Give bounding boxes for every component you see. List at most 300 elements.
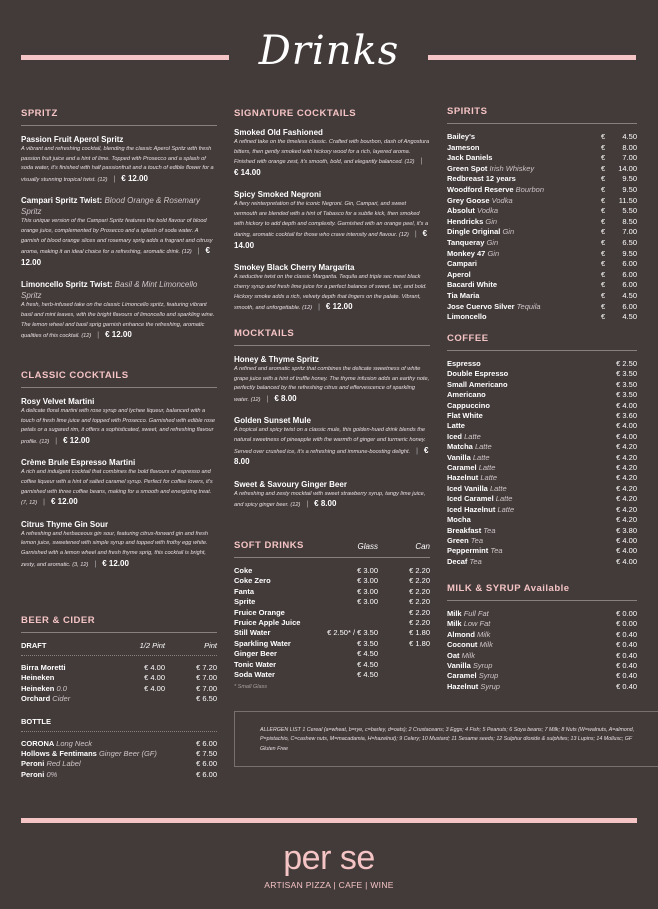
price-col-b: € 6.00 [196, 769, 217, 779]
item-name: Hazelnut Syrup [447, 681, 500, 691]
spirit-row [447, 164, 637, 175]
section-mocktails [234, 328, 430, 540]
item-name: Breakfast Tea [447, 525, 496, 535]
item-name [234, 415, 430, 426]
item-title: Spicy Smoked Negroni [234, 190, 322, 200]
item-price: € 4.00 [616, 546, 637, 556]
item-name: Milk Full Fat [447, 609, 489, 618]
item-name: Peroni 0% [21, 769, 58, 779]
item-name: Still Water [234, 628, 271, 638]
list-row [447, 515, 637, 525]
item-price: € 12.00 [105, 330, 132, 340]
spirit-row [447, 196, 637, 207]
table-row [234, 660, 430, 670]
currency-symbol: € [601, 163, 606, 173]
price-col-b: € 7.20 [196, 663, 217, 672]
spirit-price: 4.50 [622, 312, 637, 322]
price-divider: | [416, 447, 418, 455]
brand-tagline: ARTISAN PIZZA | CAFE | WINE [264, 880, 394, 890]
item-name: Limoncello [447, 312, 487, 322]
section-milk-syrup [447, 583, 637, 692]
item-price: € 4.00 [616, 556, 637, 566]
item-name: Cappuccino [447, 400, 490, 410]
item-subtitle: Tea [483, 525, 496, 535]
item-price: € 4.20 [616, 494, 637, 504]
list-row [447, 609, 637, 619]
item-price: € 0.40 [616, 681, 637, 691]
item-subtitle: Low Fat [463, 619, 491, 629]
spirit-price: 8.00 [622, 142, 637, 152]
item-subtitle: Tequila [516, 301, 541, 311]
section-signature-cocktails [234, 108, 430, 328]
price-col-b: € 6.50 [196, 694, 217, 704]
item-name: Espresso [447, 359, 481, 368]
list-row [447, 619, 637, 629]
menu-item [234, 127, 430, 179]
item-price: € 4.20 [616, 515, 637, 525]
price-col-b: € 2.20 [409, 597, 430, 607]
draft-header: DRAFT 1/2 Pint Pint [21, 641, 217, 656]
item-name: Vanilla Syrup [447, 661, 493, 671]
item-description [234, 200, 430, 252]
item-description [234, 426, 430, 468]
price-col-a: € 3.00 [357, 597, 378, 607]
price-col-a: € 2.50* / € 3.50 [327, 628, 378, 638]
price-divider: | [197, 248, 200, 256]
item-subtitle: Latte [495, 494, 513, 504]
item-name: Bailey's [447, 132, 476, 141]
item-name: Tonic Water [234, 659, 277, 669]
item-name [234, 262, 430, 273]
price-divider: | [306, 501, 309, 509]
item-name: Latte [447, 421, 465, 431]
spirits-list [447, 132, 637, 323]
price-col-b [378, 670, 430, 680]
description-text: This unique version of the Campari Spritz features the bold flavour of blood orange juice, complemented by Prosecco and a splash of soda water. A garnish of blood orange slices and rosemary sprig adds a fragrant and citrusy aroma, making it an ideal choice for a refreshing, aromatic drink. (12) [21, 218, 213, 256]
price-divider: | [318, 304, 320, 312]
item-price: € 3.50 [616, 379, 637, 389]
item-name: Caramel Latte [447, 463, 496, 473]
item-subtitle: Blood Orange & Rosemary Spritz [21, 196, 201, 217]
item-name [234, 354, 430, 365]
list-row [447, 640, 637, 650]
bottle-list [21, 739, 217, 781]
item-price: € 8.00 [274, 393, 297, 403]
price-divider: | [414, 231, 417, 239]
item-name: Mocha [447, 515, 471, 525]
item-name [21, 457, 217, 468]
item-name: Peroni Red Label [21, 759, 81, 769]
item-name: Iced Hazelnut Latte [447, 504, 515, 514]
list-row [447, 682, 637, 692]
item-subtitle: Milk [461, 650, 475, 660]
item-subtitle: Syrup [478, 671, 499, 681]
menu-item [21, 134, 217, 185]
currency-symbol: € [601, 290, 606, 300]
item-name: Oat Milk [447, 650, 475, 660]
item-name: Coke [234, 566, 253, 575]
allergen-list: ALLERGEN LIST 1 Cereal (a=wheat, b=rye, c=barley, d=oats); 2 Crustaceans; 3 Eggs; 4 Fish; 5 Peanuts; 6 Soya beans; 7 Milk; 8 Nuts (W=walnuts, A=almond, P=pistachio, C=cashew nuts, M=macadamia, H=hazelnut); 9 Celery; 10 Mustard; 11 Sesame seeds; 12 Sulphur dioxide & sulphites; 13 Lupins; 14 Mollusc; GF Gluten Free [234, 711, 658, 767]
item-name: Tia Maria [447, 290, 480, 300]
item-price: € 3.60 [616, 411, 637, 421]
item-name: Green Spot Irish Whiskey [447, 163, 535, 173]
item-name [21, 396, 217, 407]
price-divider: | [97, 332, 100, 340]
item-subtitle: Latte [474, 442, 492, 452]
list-row [447, 421, 637, 431]
menu-item [234, 354, 430, 405]
list-row [447, 442, 637, 452]
item-subtitle: Gin [502, 227, 515, 237]
list-row [447, 536, 637, 546]
item-name: Heineken [21, 673, 55, 683]
spirit-price: 6.50 [622, 237, 637, 247]
item-description [234, 273, 430, 313]
item-name: Small Americano [447, 379, 508, 389]
item-name: Hollows & Fentimans Ginger Beer (GF) [21, 749, 157, 759]
description-text: A refreshing and herbaceous gin sour, featuring citrus-forward gin and fresh lemon juice, sweetened with simple syrup and topped with frothy egg white. Garnished with a lemon wheel and fresh thyme sprig, this cocktail is bright, zesty, and aromatic. (3, 12) [21, 530, 208, 568]
price-col-a [105, 694, 165, 704]
price-col-b [378, 649, 430, 659]
item-name: Double Espresso [447, 369, 509, 379]
spirit-row [447, 132, 637, 143]
price-col-a: € 4.50 [357, 659, 378, 669]
list-row [447, 526, 637, 536]
mocktail-list [234, 354, 430, 511]
section-title: SPIRITS [447, 106, 637, 124]
list-row [447, 411, 637, 421]
price-divider: | [55, 437, 58, 445]
item-description [21, 407, 217, 447]
item-price: € 4.00 [616, 535, 637, 545]
item-name: Iced Vanilla Latte [447, 483, 507, 493]
description-text: A tropical and spicy twist on a classic mule, this golden-hued drink blends the natural sweetness of pineapple with the warmth of ginger and turmeric honey. Served over crushed ice, it's a refreshing and immune-boosting delight. [234, 427, 426, 455]
list-row [447, 671, 637, 681]
item-name: Birra Moretti [21, 663, 66, 672]
item-name: Tanqueray Gin [447, 237, 499, 247]
item-price: € 4.20 [616, 483, 637, 493]
item-subtitle: Syrup [480, 681, 500, 691]
item-subtitle: Latte [464, 431, 481, 441]
item-price: € 4.20 [616, 504, 637, 514]
item-title: Limoncello Spritz Twist: [21, 280, 113, 290]
price-col-b: € 6.00 [196, 738, 217, 748]
list-row [447, 651, 637, 661]
section-soft-drinks [234, 540, 430, 690]
price-col-b: € 7.00 [196, 683, 217, 693]
table-row [234, 670, 430, 680]
section-title: MOCKTAILS [234, 328, 430, 346]
section-title: MILK & SYRUP Available [447, 583, 637, 601]
item-subtitle: Milk [479, 640, 493, 650]
table-row [234, 608, 430, 618]
spirit-row [447, 206, 637, 217]
price-col-a: € 3.00 [357, 576, 378, 586]
item-title: Passion Fruit Aperol Spritz [21, 135, 124, 144]
item-name: Ginger Beer [234, 649, 277, 659]
item-subtitle: Full Fat [463, 609, 489, 618]
table-row [21, 770, 217, 780]
description-text: A rich and indulgent cocktail that combines the bold flavours of espresso and coffee liqueur with a hint of salted caramel syrup. Perfect for coffee lovers, it's garnished with three coffee beans, making for a smooth and energizing treat. (7, 12) [21, 469, 213, 507]
list-row [447, 453, 637, 463]
menu-item [21, 195, 217, 269]
price-col-a: € 4.00 [144, 683, 165, 693]
section-title: CLASSIC COCKTAILS [21, 370, 217, 388]
price-col-a: € 3.00 [357, 566, 378, 575]
item-description [234, 490, 430, 511]
spirit-row [447, 259, 637, 270]
item-name: Matcha Latte [447, 442, 492, 452]
item-price: € 4.00 [616, 400, 637, 410]
soft-list [234, 566, 430, 680]
item-name: Fruice Apple Juice [234, 618, 301, 628]
item-name: Orchard Cider [21, 694, 71, 704]
item-subtitle: Syrup [472, 661, 493, 671]
description-text: A refreshing and zesty mocktail with sweet strawberry syrup, tangy lime juice, and spicy ginger beer. (12) [234, 490, 426, 509]
item-price: € 3.80 [616, 525, 637, 535]
table-row [21, 749, 217, 759]
price-divider: | [266, 395, 269, 403]
menu-item [234, 415, 430, 468]
section-title: SPRITZ [21, 108, 217, 126]
price-col-b: € 7.00 [196, 673, 217, 683]
item-name: Decaf Tea [447, 556, 482, 566]
table-row [21, 694, 217, 704]
item-name: Coconut Milk [447, 640, 493, 650]
item-subtitle: Latte [472, 452, 490, 462]
item-subtitle: Tea [490, 546, 503, 556]
item-price: € 0.40 [616, 640, 637, 650]
column-right [447, 106, 637, 692]
item-name: Caramel Syrup [447, 671, 499, 681]
section-beer-cider [21, 615, 217, 780]
item-name: Aperol [447, 269, 471, 279]
item-name: Iced Latte [447, 431, 481, 441]
price-col-a: € 4.50 [357, 670, 378, 680]
menu-item [234, 189, 430, 252]
currency-symbol: € [601, 248, 606, 258]
item-description [21, 145, 217, 185]
price-col-b: € 6.00 [196, 759, 217, 769]
item-name: Hazelnut Latte [447, 473, 498, 483]
item-name: Absolut Vodka [447, 206, 499, 216]
item-price: € 4.20 [616, 473, 637, 483]
item-price: € 0.40 [616, 629, 637, 639]
item-subtitle: Gin [486, 237, 499, 247]
item-price: € 4.20 [616, 463, 637, 473]
price-col-a: € 4.00 [144, 673, 165, 683]
spirit-price: 6.00 [622, 259, 637, 269]
signature-list [234, 127, 430, 314]
item-subtitle: Ginger Beer (GF) [98, 749, 157, 759]
currency-symbol: € [601, 312, 606, 322]
draft-list [21, 663, 217, 705]
item-name [21, 519, 217, 530]
item-name: Hendricks Gin [447, 216, 498, 226]
list-row [447, 505, 637, 515]
description-text: A seductive twist on the classic Margarita. Tequila and triple sec meet black cherry syrup and fresh lime juice for a perfect balance of sweet, tart, and bold. Hickory smoke adds a rich, velvety depth that lingers on the palate. Vibrant, smooth, and unforgettable. (12) [234, 274, 427, 312]
currency-symbol: € [601, 237, 606, 247]
item-description [21, 468, 217, 508]
menu-item [234, 479, 430, 511]
page-title: Drinks [258, 28, 400, 74]
item-subtitle: Vodka [477, 206, 499, 216]
price-col-b: € 2.20 [409, 607, 430, 617]
item-price: € 0.00 [616, 609, 637, 618]
spirit-row [447, 227, 637, 238]
section-classic-cocktails [21, 370, 217, 615]
item-title: Honey & Thyme Spritz [234, 355, 319, 364]
milk-list [447, 609, 637, 692]
list-row [447, 557, 637, 567]
item-title: Smokey Black Cherry Margarita [234, 263, 355, 273]
item-name: Bacardi White [447, 280, 498, 290]
currency-symbol: € [601, 195, 606, 205]
item-title: Smoked Old Fashioned [234, 128, 323, 137]
item-price: € 0.40 [616, 661, 637, 671]
price-divider: | [94, 560, 97, 568]
item-subtitle: Latte [480, 473, 498, 483]
list-row [447, 390, 637, 400]
spirit-row [447, 291, 637, 302]
description-text: A vibrant and refreshing cocktail, blending the classic Aperol Spritz with fresh passion fruit juice and a hint of lime. Topped with Prosecco and a splash of soda water, it's finished with half passionfruit and a touch of edible flower for a visually stunning tropical twist. (12) [21, 146, 214, 183]
spirit-row [447, 185, 637, 196]
table-row [234, 618, 430, 628]
item-name: Milk Low Fat [447, 619, 491, 629]
spirit-row [447, 302, 637, 313]
item-name: Fanta [234, 586, 255, 596]
item-price: € 2.50 [616, 359, 637, 368]
menu-item [21, 457, 217, 508]
section-title: BEER & CIDER [21, 615, 217, 633]
item-price: € 12.00 [21, 246, 210, 267]
item-title: Campari Spritz Twist: [21, 196, 103, 206]
spirit-price: 7.00 [622, 227, 637, 237]
menu-item [234, 262, 430, 313]
price-col-a: € 3.00 [357, 586, 378, 596]
table-row [234, 628, 430, 638]
description-text: A fresh, herb-infused take on the classic Limoncello spritz, featuring vibrant basil and mint leaves, with the bright flavours of limoncello and sparkling wine. The lemon wheel and basil sprig garnish enhance the refreshing, aromatic qualities of this cocktail. (12) [21, 302, 215, 340]
item-name: Flat White [447, 411, 483, 421]
spirit-row [447, 280, 637, 291]
item-subtitle: Gin [485, 216, 498, 226]
price-col-b [378, 660, 430, 670]
spirit-price: 9.50 [622, 248, 637, 258]
item-name: Coke Zero [234, 576, 271, 586]
item-price: € 4.00 [616, 431, 637, 441]
price-col-a: € 3.50 [357, 638, 378, 648]
item-title: Crème Brule Espresso Martini [21, 458, 136, 468]
item-name: Americano [447, 390, 486, 400]
table-row [234, 597, 430, 607]
price-col-a: € 4.50 [357, 649, 378, 659]
item-name [21, 134, 217, 145]
list-row [447, 484, 637, 494]
currency-symbol: € [601, 280, 606, 290]
item-name: Soda Water [234, 670, 275, 680]
item-name: Iced Caramel Latte [447, 494, 513, 504]
section-title: SIGNATURE COCKTAILS [234, 108, 357, 119]
currency-symbol: € [601, 184, 606, 194]
list-row [447, 401, 637, 411]
price-divider: | [420, 158, 423, 166]
section-title: SOFT DRINKS Glass Can [234, 540, 430, 558]
item-subtitle: Latte [489, 483, 507, 493]
price-divider: | [113, 175, 116, 183]
item-price: € 4.20 [616, 442, 637, 452]
item-price: € 0.40 [616, 650, 637, 660]
item-name: Heineken 0.0 [21, 683, 67, 693]
table-row [234, 566, 430, 576]
coffee-list [447, 359, 637, 567]
section-coffee [447, 333, 637, 583]
list-row [447, 661, 637, 671]
price-col-b: € 2.20 [409, 586, 430, 596]
item-subtitle: Cider [52, 694, 71, 704]
description-text: A delicate floral martini with rose syrup and lychee liqueur, balanced with a touch of fresh lime juice and topped with Prosecco. Garnished with edible rose petals or a sugared rim, it offers a sophisticated, sweet, and refreshing flavour profile. (12) [21, 408, 216, 445]
spirit-price: 9.50 [622, 174, 637, 184]
item-subtitle: Vodka [491, 195, 513, 205]
list-row [447, 494, 637, 504]
currency-symbol: € [601, 206, 606, 216]
item-name: Redbreast 12 years [447, 174, 516, 184]
item-name: Monkey 47 Gin [447, 248, 500, 258]
spirit-row [447, 270, 637, 281]
brand-block [0, 838, 658, 890]
item-title: Citrus Thyme Gin Sour [21, 519, 109, 529]
column-left [21, 108, 217, 780]
spirit-price: 6.00 [622, 269, 637, 279]
currency-symbol: € [601, 142, 606, 152]
price-col-b: € 2.20 [409, 576, 430, 586]
item-price: € 3.50 [616, 369, 637, 379]
item-price: € 8.00 [234, 445, 429, 467]
list-row [447, 369, 637, 379]
footer-rule [21, 818, 637, 823]
description-text: A refined take on the timeless classic. Crafted with bourbon, dash of Angostura bitters, then gently smoked with hickory wood for a rich, layered aroma. Finished with orange zest, it's smooth, bold, and elegantly balanced. (12) [234, 139, 430, 166]
spirit-price: 7.00 [622, 153, 637, 163]
price-col-a [318, 618, 378, 628]
item-price: € 14.00 [234, 167, 261, 177]
item-name: Grey Goose Vodka [447, 195, 513, 205]
item-name: Jack Daniels [447, 153, 493, 163]
item-name: Vanilla Latte [447, 452, 490, 462]
item-title: Sweet & Savoury Ginger Beer [234, 479, 347, 489]
table-row [234, 576, 430, 586]
spirit-row [447, 174, 637, 185]
table-row [21, 759, 217, 769]
item-title: Golden Sunset Mule [234, 416, 311, 426]
item-price: € 0.40 [616, 671, 637, 681]
spirit-price: 4.50 [622, 290, 637, 300]
spirit-price: 5.50 [622, 206, 637, 216]
currency-symbol: € [601, 227, 606, 237]
currency-symbol: € [601, 216, 606, 226]
item-name: Campari [447, 259, 478, 269]
item-price: € 12.00 [121, 173, 148, 183]
item-name: Dingle Original Gin [447, 227, 515, 237]
item-price: € 0.00 [616, 619, 637, 629]
item-name [21, 195, 217, 217]
item-subtitle: 0.0 [56, 683, 67, 693]
item-subtitle: Bourbon [515, 184, 544, 194]
item-name [234, 479, 430, 490]
item-description [21, 530, 217, 570]
item-subtitle: Basil & Mint Limoncello Spritz [21, 280, 198, 301]
price-col-a [318, 608, 378, 618]
column-middle [234, 108, 430, 690]
item-price: € 4.20 [616, 452, 637, 462]
